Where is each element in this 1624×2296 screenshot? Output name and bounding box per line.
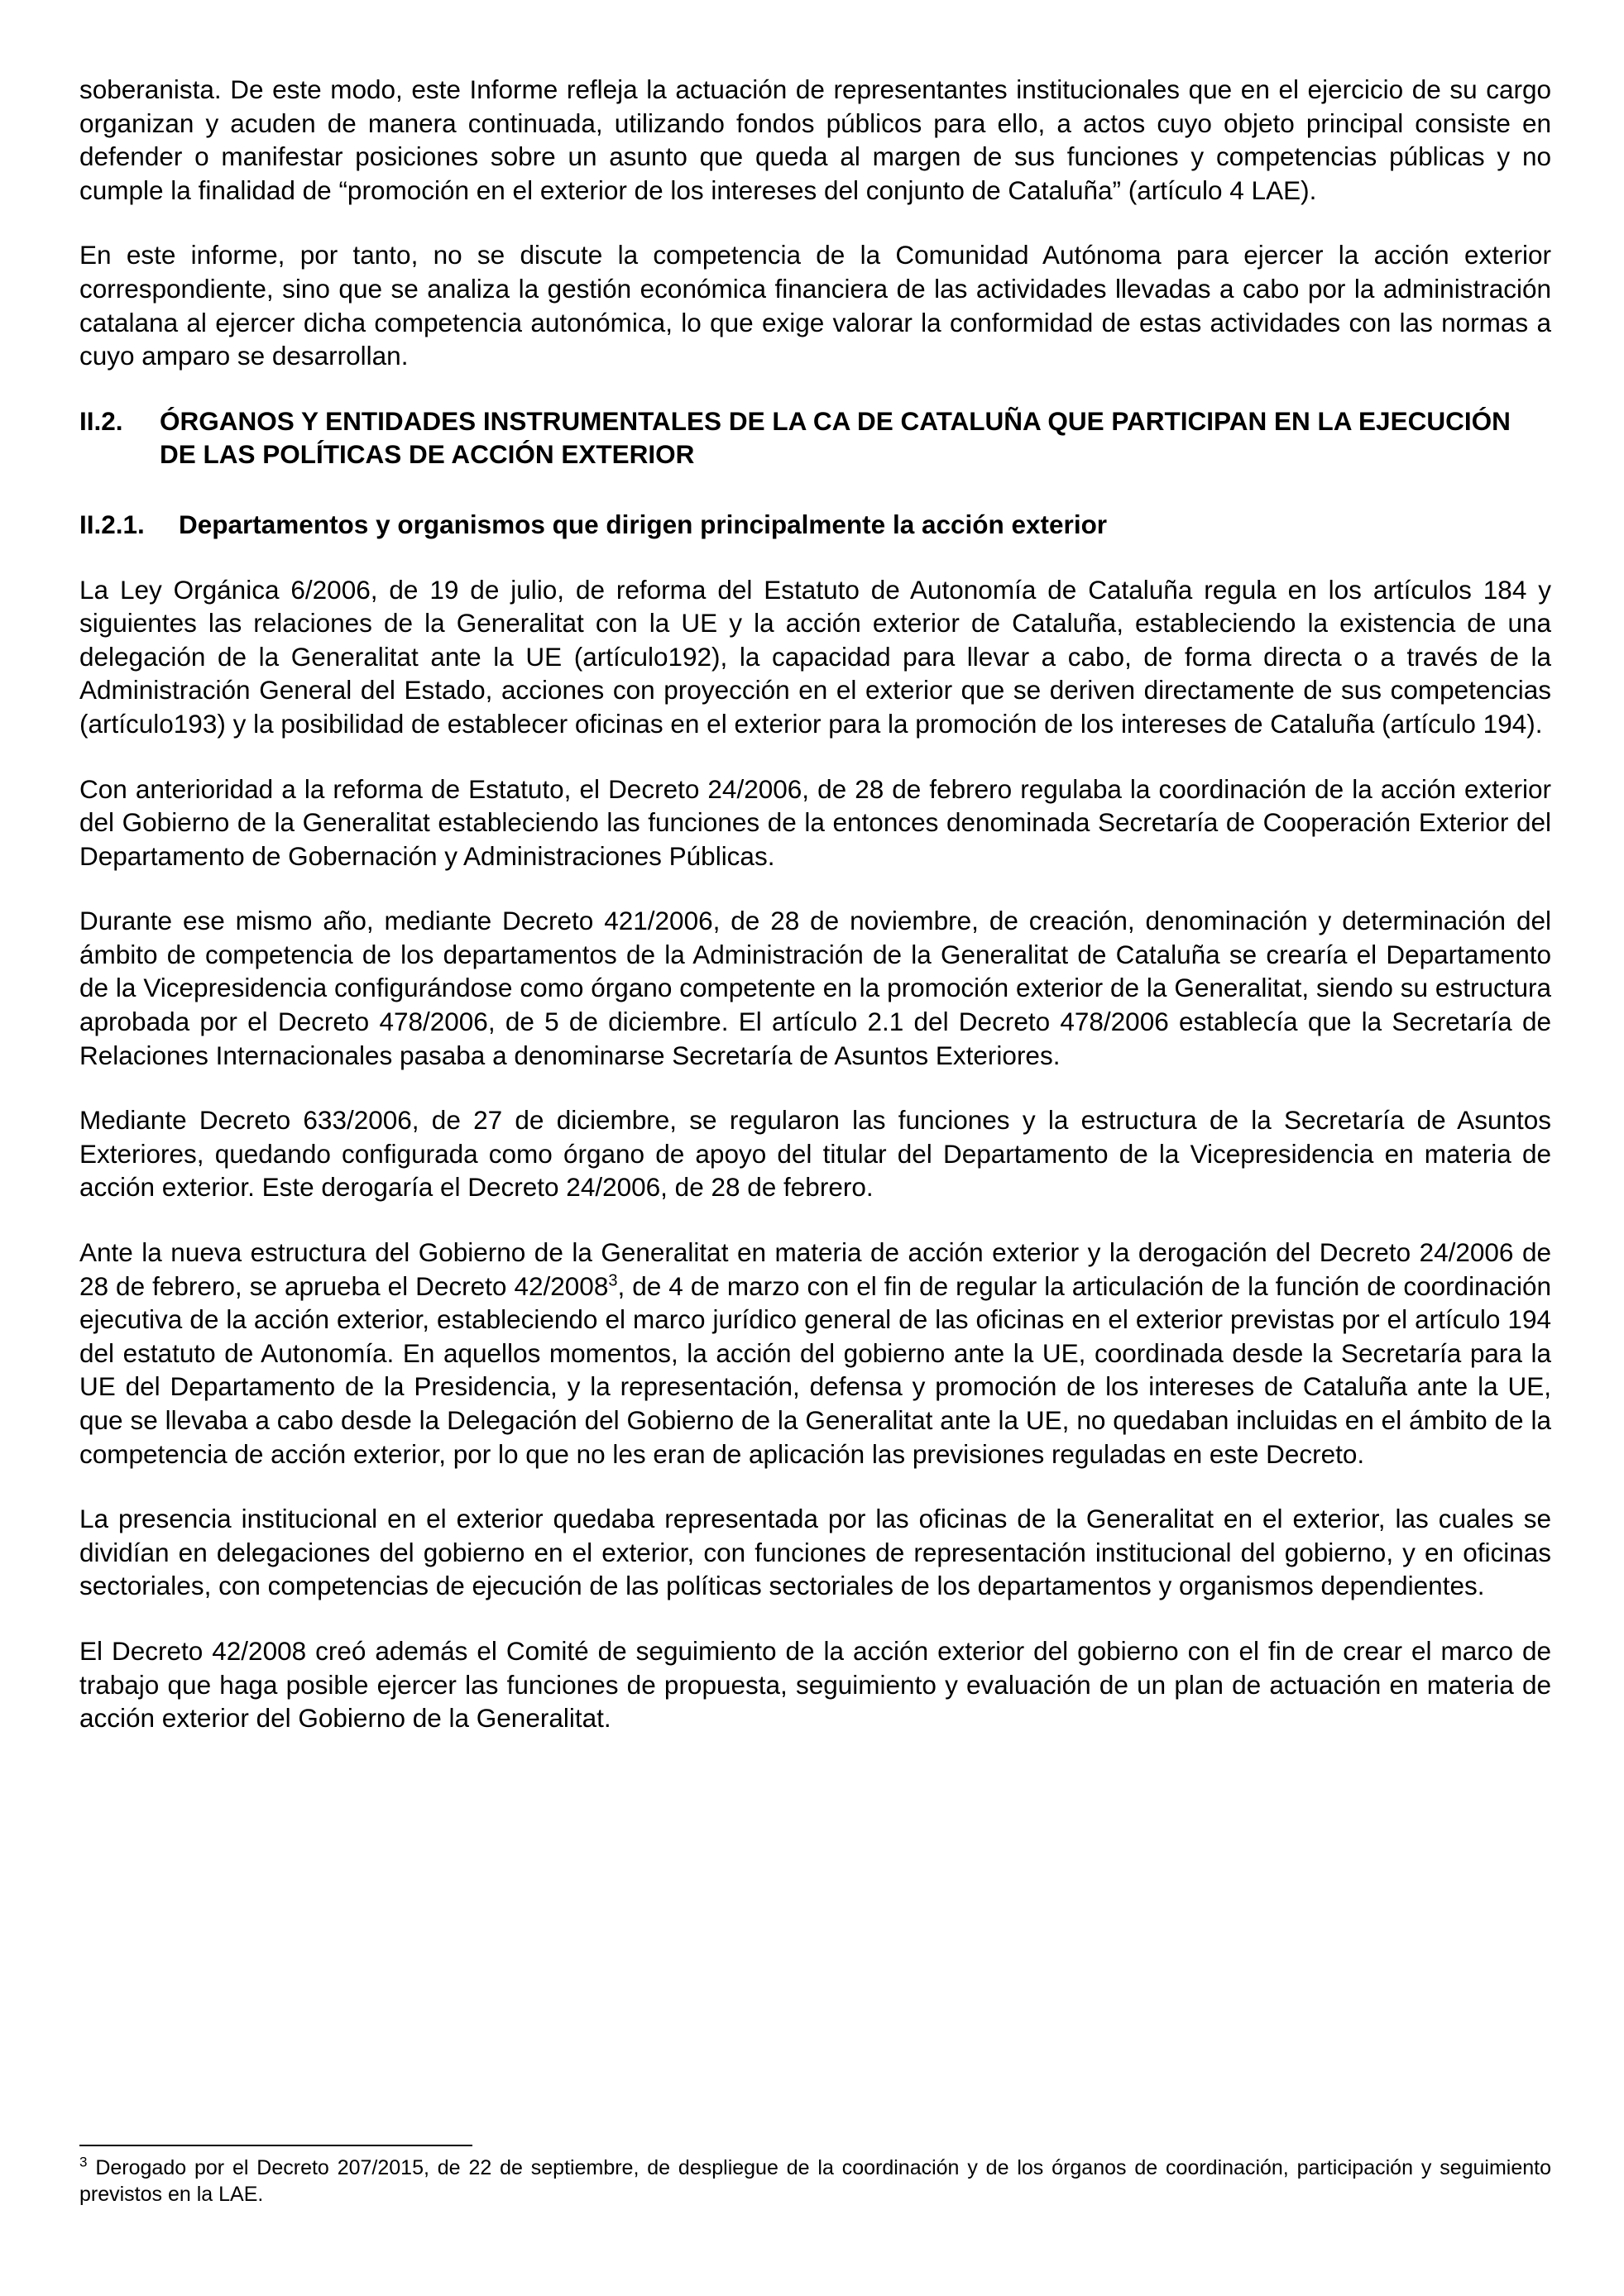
subsection-heading	[79, 508, 1551, 542]
paragraph-intro-2: En este informe, por tanto, no se discute la competencia de la Comunidad Autónoma para ejercer la acción exterior correspondiente, sino que se analiza la gestión económica financiera de las actividades llevadas a cabo por la administración catalana al ejercer dicha competencia autonómica, lo que exige valorar la conformidad de estas actividades con las normas a cuyo amparo se desarrollan.	[79, 240, 1551, 371]
document-page	[79, 73, 1551, 1767]
paragraph-decreto-24-2006: Con anterioridad a la reforma de Estatuto, el Decreto 24/2006, de 28 de febrero regulaba la coordinación de la acción exterior del Gobierno de la Generalitat estableciendo las funciones de la entonces denominada Secretaría de Cooperación Exterior del Departamento de Gobernación y Administraciones Públicas.	[79, 773, 1551, 871]
section-number: II.2.	[79, 405, 123, 436]
paragraph-decreto-633-2006: Mediante Decreto 633/2006, de 27 de diciembre, se regularon las funciones y la estructura de la Secretaría de Asuntos Exteriores, quedando configurada como órgano de apoyo del titular del Departamento de la Vicepresidencia en materia de acción exterior. Este derogaría el Decreto 24/2006, de 28 de febrero.	[79, 1105, 1551, 1203]
paragraph-decreto-42-2008	[79, 1236, 1551, 1471]
paragraph-presencia-institucional: La presencia institucional en el exterior quedaba representada por las oficinas de la Generalitat en el exterior, las cuales se dividían en delegaciones del gobierno en el exterior, con funciones de representación institucional del gobierno, y en oficinas sectoriales, con competencias de ejecución de las políticas sectoriales de los departamentos y organismos dependientes.	[79, 1504, 1551, 1601]
paragraph-decreto-421-2006: Durante ese mismo año, mediante Decreto 421/2006, de 28 de noviembre, de creación, denominación y determinación del ámbito de competencia de los departamentos de la Administración de la Generalitat de Cataluña se crearía el Departamento de la Vicepresidencia configurándose como órgano competente en la promoción exterior de la Generalitat, siendo su estructura aprobada por el Decreto 478/2006, de 5 de diciembre. El artículo 2.1 del Decreto 478/2006 establecía que la Secretaría de Relaciones Internacionales pasaba a denominarse Secretaría de Asuntos Exteriores.	[79, 906, 1551, 1070]
paragraph-intro-1: soberanista. De este modo, este Informe refleja la actuación de representantes institucionales que en el ejercicio de su cargo organizan y acuden de manera continuada, utilizando fondos públicos para ello, a actos cuyo objeto principal consiste en defender o manifestar posiciones sobre un asunto que queda al margen de sus funciones y competencias públicas y no cumple la finalidad de “promoción en el exterior de los intereses del conjunto de Cataluña” (artículo 4 LAE).	[79, 74, 1551, 205]
paragraph-comite-seguimiento: El Decreto 42/2008 creó además el Comité de seguimiento de la acción exterior del gobierno con el fin de crear el marco de trabajo que haga posible ejercer las funciones de propuesta, seguimiento y evaluación de un plan de actuación en materia de acción exterior del Gobierno de la Generalitat.	[79, 1635, 1551, 1734]
paragraph-estatuto: La Ley Orgánica 6/2006, de 19 de julio, de reforma del Estatuto de Autonomía de Cataluña regula en los artículos 184 y siguientes las relaciones de la Generalitat con la UE y la acción exterior de Cataluña, estableciendo la existencia de una delegación de la Generalitat ante la UE (artículo192), la capacidad para llevar a cabo, de forma directa o a través de la Administración General del Estado, acciones con proyección en el exterior que se deriven directamente de sus competencias (artículo193) y la posibilidad de establecer oficinas en el exterior para la promoción de los intereses de Cataluña (artículo 194).	[79, 574, 1551, 739]
paragraph-text-before-ref: Ante la nueva estructura del Gobierno de la Generalitat en materia de acción exterior y la derogación del Decreto 24/2006 de 28 de febrero, se aprueba el Decreto 42/2008	[79, 1237, 1551, 1301]
section-heading	[79, 404, 1551, 471]
footnote	[79, 2155, 1551, 2208]
footnote-marker: 3	[79, 2154, 88, 2170]
subsection-number: II.2.1.	[79, 509, 145, 539]
paragraph-text-after-ref: , de 4 de marzo con el fin de regular la articulación de la función de coordinación ejecutiva de la acción exterior, estableciendo el marco jurídico general de las oficinas en el exterior previstas por el artículo 194 del estatuto de Autonomía. En aquellos momentos, la acción del gobierno ante la UE, coordinada desde la Secretaría para la UE del Departamento de la Presidencia, y la representación, defensa y promoción de los intereses de Cataluña ante la UE, que se llevaba a cabo desde la Delegación del Gobierno de la Generalitat ante la UE, no quedaban incluidas en el ámbito de la competencia de acción exterior, por lo que no les eran de aplicación las previsiones reguladas en este Decreto.	[79, 1270, 1551, 1469]
footnote-reference[interactable]: 3	[608, 1271, 618, 1290]
footnote-text: Derogado por el Decreto 207/2015, de 22 de septiembre, de despliegue de la coordinación y de los órganos de coordinación, participación y seguimiento previstos en la LAE.	[79, 2156, 1551, 2206]
subsection-title: Departamentos y organismos que dirigen principalmente la acción exterior	[179, 509, 1108, 539]
section-title: ÓRGANOS Y ENTIDADES INSTRUMENTALES DE LA CA DE CATALUÑA QUE PARTICIPAN EN LA EJECUCIÓN DE LAS POLÍTICAS DE ACCIÓN EXTERIOR	[160, 405, 1511, 470]
footnote-separator	[79, 2145, 472, 2146]
